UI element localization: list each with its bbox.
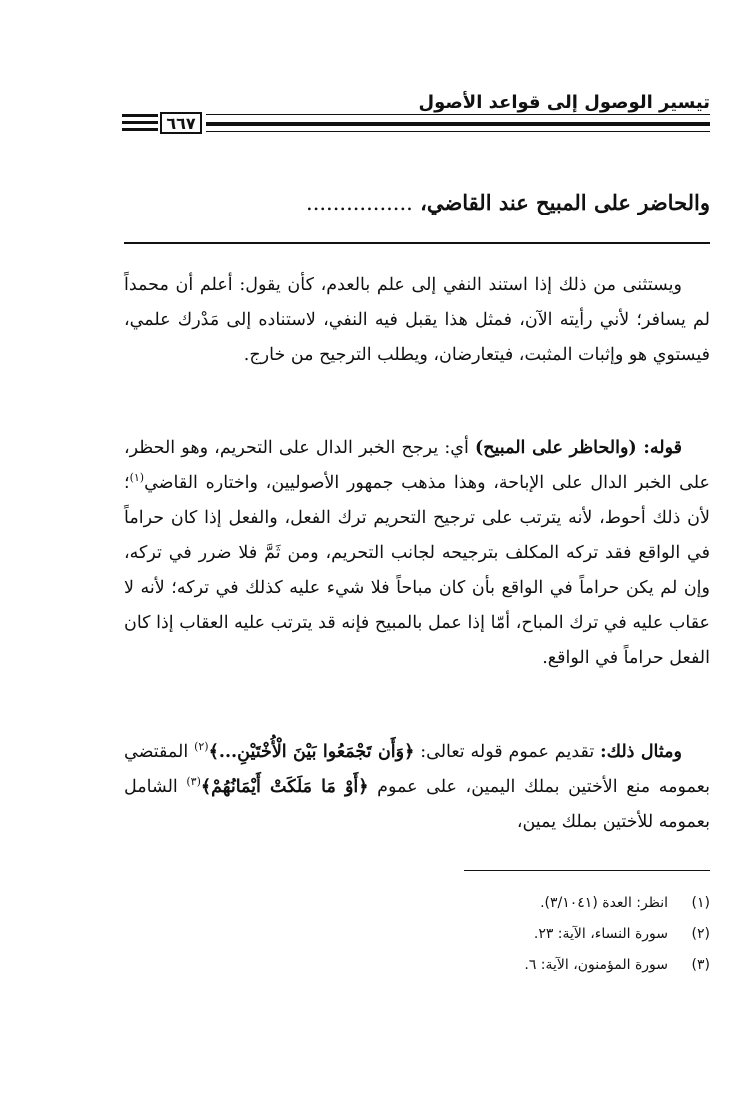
header-rule — [206, 131, 710, 132]
footnotes — [124, 895, 710, 988]
paragraph-3 — [124, 735, 710, 840]
footnote-ref-3: (٣) — [186, 775, 201, 789]
paragraph-2-text-b: ؛ لأن ذلك أحوط، لأنه يترتب على ترجيح التحريم ترك الفعل، والفعل إذا كان حراماً في الواقع فقد تركه المكلف بترجيحه لجانب التحريم، ومن ثَمَّ فلا ضرر في تركه، وإن لم يكن حراماً في الواقع بأن كان مباحاً فلا شيء عليه كذلك في تركه؛ لأنه لا عقاب عليه في ترك المباح، أمّا إذا عمل بالمبيح فإنه قد يترتب عليه العقاب إذا كان الفعل حراماً في الواقع. — [124, 473, 710, 668]
paragraph-3-text-b: المقتضي بعمومه منع الأختين بملك اليمين، على عموم — [124, 742, 710, 797]
footnote-number: (٣) — [691, 957, 710, 973]
footnote — [124, 926, 710, 957]
paragraph-3-lead: ومثال ذلك: — [600, 742, 682, 762]
footnote-number: (١) — [691, 895, 710, 911]
footnote-rule — [464, 870, 710, 871]
footnote-ref-1: (١) — [129, 471, 145, 485]
header-rule — [206, 122, 710, 126]
footnote-text: سورة المؤمنون، الآية: ٦. — [524, 957, 668, 973]
paragraph-1: ويستثنى من ذلك إذا استند النفي إلى علم بالعدم، كأن يقول: أعلم أن محمداً لم يسافر؛ لأني رأيته الآن، فمثل هذا يقبل فيه النفي، لاستناده إلى مَدْرك علمي، فيستوي هو وإثبات المثبت، فيتعارضان، ويطلب الترجيح من خارج. — [124, 275, 710, 365]
paragraph-2-text-a: أي: يرجح الخبر الدال على التحريم، وهو الحظر، على الخبر الدال على الإباحة، وهذا مذهب جمهور الأصوليين، واختاره القاضي — [124, 438, 710, 493]
header-bar — [122, 128, 158, 131]
running-header-title: تيسير الوصول إلى قواعد الأصول — [418, 92, 710, 113]
section-rule — [124, 242, 710, 244]
page-number: ٦٦٧ — [160, 112, 202, 134]
paragraph-3-text-c: الشامل بعمومه للأختين بملك يمين، — [124, 777, 710, 832]
quran-verse-1: ﴿وَأَن تَجْمَعُوا بَيْنَ الْأُخْتَيْنِ...﴾ — [208, 742, 415, 762]
header-bar — [122, 114, 158, 117]
header-bar — [122, 121, 158, 124]
paragraph-2 — [124, 431, 710, 676]
footnote-ref-2: (٢) — [194, 740, 209, 754]
footnote-number: (٢) — [691, 926, 710, 942]
paragraph-2-lead: قوله: (والحاظر على المبيح) — [474, 438, 682, 458]
paragraph-3-text-a: تقديم عموم قوله تعالى: — [414, 742, 601, 762]
matn-dots: ................ — [306, 191, 413, 215]
quran-verse-2: ﴿أَوْ مَا مَلَكَتْ أَيْمَانُهُمْ﴾ — [200, 777, 369, 797]
footnote — [124, 957, 710, 988]
header-rule — [206, 114, 710, 115]
footnote-text: سورة النساء، الآية: ٢٣. — [533, 926, 668, 942]
header-left-bars — [122, 114, 158, 135]
footnote — [124, 895, 710, 926]
matn-text: والحاضر على المبيح عند القاضي، — [420, 190, 710, 215]
matn-heading — [124, 190, 710, 215]
footnote-text: انظر: العدة (٣/١٠٤١). — [540, 895, 668, 911]
